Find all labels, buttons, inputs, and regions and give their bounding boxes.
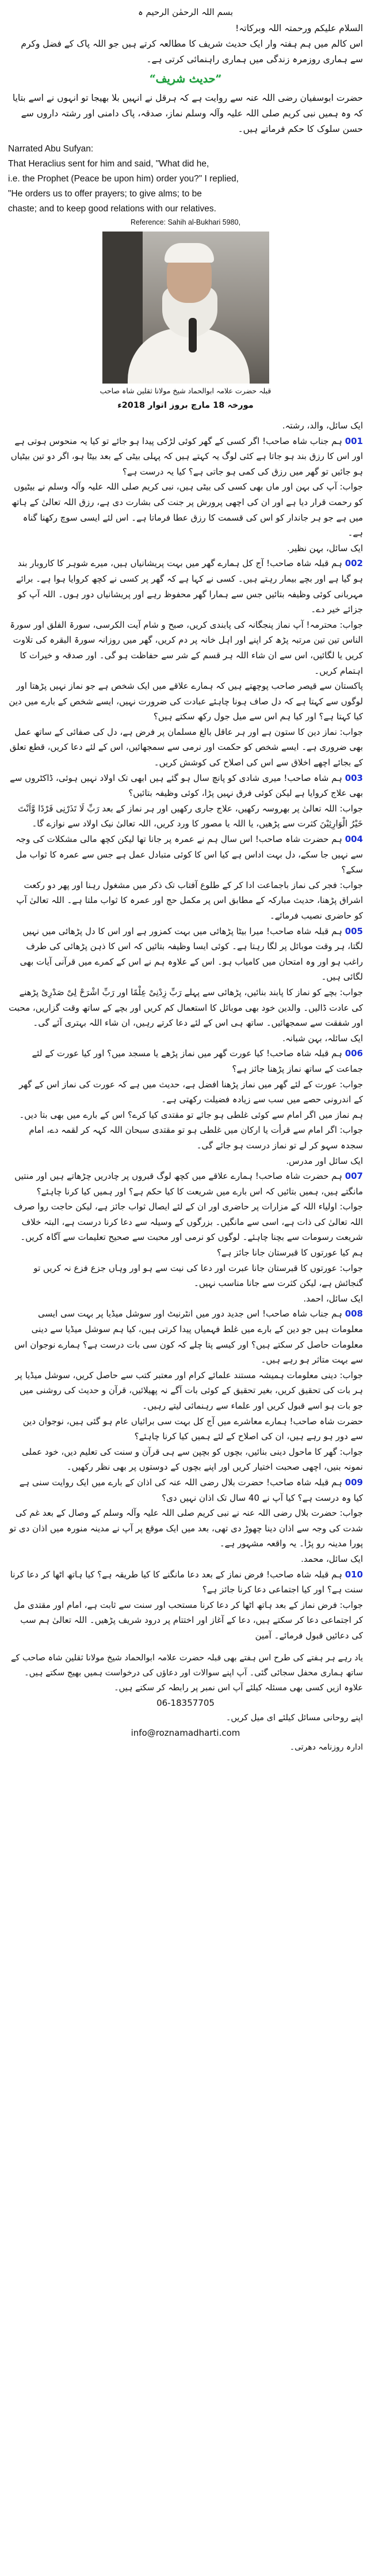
qa-paragraph (8, 1475, 363, 1505)
question-number: 002 (345, 558, 363, 569)
contact-note: علاوہ ازیں کسی بھی مسئلہ کیلئے آپ اس نمبر پر رابطہ کر سکتے ہیں۔ (114, 1683, 363, 1693)
email-address[interactable]: info@roznamadharti.com (131, 1727, 240, 1738)
qa-paragraph (8, 1291, 363, 1307)
qa-paragraph (8, 1077, 363, 1107)
article-date: مورخہ 18 مارچ بروز اتوار 2018ء (117, 401, 254, 410)
qa-text: جواب: گھر کا ماحول دینی بنائیں، بچوں کو بچپن سے ہی قرآن و سنت کی تعلیم دیں، خود عملی نمونہ بنیں، اچھی صحبت اختیار کریں اور اپنے بچوں کے دوستوں پر بھی نظر رکھیں۔ (22, 1446, 363, 1473)
qa-text: ہم قبلہ شاہ صاحب! حضرت بلال رضی اللہ عنہ کی اذان کے بارے میں ایک روایت سنی ہے کیا وہ درست ہے؟ کیا آپ نے 40 سال تک اذان نہیں دی؟ (19, 1477, 363, 1503)
hadith-english-text (8, 142, 363, 217)
qa-paragraph (8, 678, 363, 724)
email-note: اپنے روحانی مسائل کیلئے ای میل کریں۔ (225, 1713, 363, 1723)
qa-paragraph (8, 1199, 363, 1245)
qa-text: ایک سائلہ، بہن شبانہ. (282, 1033, 363, 1044)
qa-text: ہم قبلہ شاہ صاحب! میرا بیٹا پڑھائی میں بہت کمزور ہے اور اس کا دل پڑھائی میں نہیں لگتا، ہر وقت موبائل پر لگا رہتا ہے۔ کوئی ایسا وظیفہ بتائیں کہ اس کا ذہن پڑھائی کی طرف راغب ہو اور وہ امتحان میں کامیاب ہو۔ اس کے علاوہ ہم نے اس کے کمرے میں قرآنی آیات بھی لگائی ہیں۔ (20, 925, 363, 982)
footer-credit: ادارہ روزنامہ دھرتی۔ (289, 1742, 363, 1752)
hadith-english-line: Narrated Abu Sufyan: (8, 144, 94, 154)
qa-text: ہم جناب شاہ صاحب! اگر کسی کے گھر کوئی لڑکی پیدا ہو جائے تو کیا یہ منحوس ہوتی ہے اور اس کا رزق بند ہو جاتا ہے کئی لوگ یہ کہتے ہیں کہ پہلی بیٹی کے بعد بیٹا ہو، اگر دو تین بیٹیاں ہو جائیں تو گھر میں رزق کی کمی ہو جاتی ہے؟ کیا یہ درست ہے؟ (10, 435, 363, 477)
qa-text: جواب: محترمہ! آپ نماز پنجگانہ کی پابندی کریں، صبح و شام آیت الکرسی، سورۃ الفلق اور سورۃ الناس تین تین مرتبہ پڑھ کر اپنے اور اہل خانہ پر دم کریں، گھر میں روزانہ سورۃ البقرہ کی تلاوت کریں یا لگائیں، اس سے ان شاء اللہ ہر قسم کے شر سے حفاظت ہو گی۔ اور صدقہ و خیرات کا اہتمام کریں۔ (10, 619, 363, 676)
qa-paragraph (8, 1031, 363, 1046)
qa-paragraph (8, 556, 363, 617)
qa-paragraph (8, 1567, 363, 1598)
qa-text: جواب: اللہ تعالیٰ پر بھروسہ رکھیں، علاج جاری رکھیں اور ہر نماز کے بعد رَبِّ لَا تَذَرْنِی فَرْدًا وَّاَنْتَ خَیْرُ الْوَارِثِیْنَ کثرت سے پڑھیں، یا اللہ یا مصور کا ورد کریں، اللہ تعالیٰ نیک اولاد سے نوازے گا۔ (18, 803, 363, 829)
qa-text: جواب: اگر امام سے قرأت یا ارکان میں غلطی ہو تو مقتدی سبحان اللہ کہہ کر لقمہ دے، امام سجدہ سہو کر لے تو نماز درست ہو جائے گی۔ (29, 1125, 363, 1151)
question-number: 008 (345, 1308, 363, 1319)
qa-paragraph (8, 832, 363, 878)
hadith-heading (8, 67, 363, 90)
qa-text: جواب: عورت کے لئے گھر میں نماز پڑھنا افضل ہے، حدیث میں ہے کہ عورت کی نماز اس کے گھر کے اندرونی حصے میں سب سے زیادہ فضیلت رکھتی ہے۔ (18, 1079, 363, 1105)
qa-paragraph (8, 1598, 363, 1644)
qa-text: ہم حضرت شاہ صاحب! ہمارے علاقے میں کچھ لوگ قبروں پر چادریں چڑھاتے ہیں اور منتیں مانگتے ہیں، ہمیں بتائیں کہ اس بارے میں شریعت کا کیا حکم ہے؟ اور ہمیں کیا کرنا چاہئے؟ (14, 1171, 363, 1197)
scholar-photo-container (8, 232, 363, 384)
qa-paragraph (8, 924, 363, 985)
qa-text: جواب: نماز دین کا ستون ہے اور ہر عاقل بالغ مسلمان پر فرض ہے، دل کی صفائی کے ساتھ عمل بھی ضروری ہے۔ ایسے شخص کو حکمت اور نرمی سے سمجھائیں، اس کے لئے دعا کریں، قطع تعلق کے بجائے اچھے اخلاق سے اس کی اصلاح کی کوشش کریں۔ (9, 726, 363, 768)
hadith-urdu-text: حضرت ابوسفیان رضی اللہ عنہ سے روایت ہے کہ ہرقل نے انہیں بلا بھیجا تو انہوں نے اسے بتایا کہ وہ ہمیں نبی کریم صلی اللہ علیہ وآلہ وسلم نماز، صدقہ، پاک دامنی اور رشتہ داروں سے حسن سلوک کا حکم فرماتے ہیں۔ (12, 93, 363, 134)
hadith-english-line: i.e. the Prophet (Peace be upon him) order you?" I replied, (8, 174, 239, 184)
hadith-english-line: That Heraclius sent for him and said, "What did he, (8, 159, 209, 169)
question-number: 009 (345, 1477, 363, 1488)
qa-text: جواب: عورتوں کا قبرستان جانا عبرت اور دعا کی نیت سے ہو اور وہاں جزع فزع نہ کریں تو گنجائش ہے، لیکن کثرت سے جانا مناسب نہیں۔ (33, 1262, 363, 1289)
qa-text: حضرت شاہ صاحب! ہمارے معاشرے میں آج کل بہت سی برائیاں عام ہو گئی ہیں، نوجوان دین سے دور ہو رہے ہیں، ان کی اصلاح کے لئے ہمیں کیا کرنا چاہئے؟ (22, 1416, 363, 1442)
qa-text: ایک سائل، بہن نظیر. (286, 542, 363, 553)
qa-paragraph (8, 1368, 363, 1414)
question-number: 006 (345, 1048, 363, 1059)
qa-paragraph (8, 1154, 363, 1169)
qa-paragraph (8, 541, 363, 556)
qa-text: ہم شاہ صاحب! میری شادی کو پانچ سال ہو گئے ہیں ابھی تک اولاد نہیں ہوئی، ڈاکٹروں سے بھی علاج کروایا ہے لیکن کوئی فرق نہیں پڑا، کوئی وظیفہ بتائیں؟ (10, 772, 363, 799)
hadith-english-line: chaste; and to keep good relations with our relatives. (8, 204, 216, 214)
qa-paragraph (8, 1551, 363, 1567)
qa-paragraph (8, 1505, 363, 1551)
qa-paragraph (8, 801, 363, 832)
scholar-photo (102, 232, 269, 384)
qa-text: ہم قبلہ شاہ صاحب! کیا عورت گھر میں نماز پڑھے یا مسجد میں؟ اور کیا عورت کے لئے جماعت کے ساتھ نماز پڑھنا جائز ہے؟ (32, 1048, 363, 1074)
hadith-title: ”حدیث شریف“ (149, 73, 222, 85)
qa-text: ہم قبلہ شاہ صاحب! آج کل ہمارے گھر میں بہت پریشانیاں ہیں، میرے شوہر کا کاروبار بند ہو گیا ہے اور بچے بیمار رہتے ہیں۔ کسی نے کہا ہے کہ گھر پر کسی نے کچھ کروایا ہوا ہے۔ برائے مہربانی کوئی وظیفہ بتائیں جس سے ہمارا گھر محفوظ رہے اور پریشانیاں دور ہوں۔ اللہ آپ کو جزائے خیر دے۔ (16, 558, 363, 615)
qa-paragraph (8, 1414, 363, 1444)
qa-paragraph (8, 434, 363, 480)
qa-text: جواب: دینی معلومات ہمیشہ مستند علمائے کرام اور معتبر کتب سے حاصل کریں، سوشل میڈیا پر ہر بات کی تحقیق کریں، بغیر تحقیق کے کوئی بات آگے نہ پھیلائیں، قرآن و حدیث کی روشنی میں جو بات ہو اسے قبول کریں اور علماء سے رہنمائی لیتے رہیں۔ (15, 1369, 363, 1411)
closing-paragraph: یاد رہے ہر ہفتے کی طرح اس ہفتے بھی قبلہ حضرت علامہ ابوالحماد شیخ مولانا ثقلین شاہ صاحب کے ساتھ ہماری محفل سجائی گئی۔ آپ اپنے سوالات اور دعاؤں کی درخواست ہمیں بھیج سکتے ہیں۔ (10, 1653, 363, 1678)
qa-paragraph (8, 878, 363, 924)
qa-text: ایک سائل، محمد. (301, 1553, 363, 1564)
qa-paragraph (8, 479, 363, 540)
qa-text: جواب: بچے کو نماز کا پابند بنائیں، پڑھائی سے پہلے رَبِّ زِدْنِیْ عِلْمًا اور رَبِّ اشْرَحْ لِیْ صَدْرِیْ پڑھنے کی عادت ڈالیں۔ والدین خود بھی موبائل کا استعمال کم کریں اور بچے کے ساتھ وقت گزاریں، محبت اور شفقت سے سمجھائیں۔ ساتھ ہی اس کے لئے دعا کرتے رہیں، ان شاء اللہ بہتری آئے گی۔ (9, 987, 363, 1029)
photo-caption: قبلہ حضرت علامہ ابوالحماد شیخ مولانا ثقلین شاہ صاحب (100, 386, 271, 395)
qa-paragraph (8, 1122, 363, 1153)
qa-text: پاکستان سے قیصر صاحب پوچھتے ہیں کہ ہمارے علاقے میں ایک شخص ہے جو نماز نہیں پڑھتا اور لوگوں سے کہتا ہے کہ دل صاف ہونا چاہئے عبادت کی ضرورت نہیں، ایسے شخص کے بارے میں دین کیا کہتا ہے؟ اور کیا ہم اس سے میل جول رکھ سکتے ہیں؟ (9, 681, 363, 722)
qa-text: ایک سائل اور مدرس. (286, 1155, 363, 1166)
qa-text: جواب: آپ کی بہن اور ماں بھی کسی کی بیٹی ہیں، نبی کریم صلی اللہ علیہ وآلہ وسلم نے بیٹیوں کو رحمت قرار دیا ہے اور ان کی اچھی پرورش پر جنت کی بشارت دی ہے، رزق اللہ تعالیٰ کے ہاتھ میں ہے جو ہر جاندار کو اس کی قسمت کا رزق عطا فرماتا ہے۔ اس لئے ایسی سوچ رکھنا گناہ ہے۔ (11, 481, 363, 538)
qa-text: ہم کیا عورتوں کا قبرستان جانا جائز ہے؟ (216, 1247, 363, 1258)
qa-text: ہم قبلہ شاہ صاحب! فرض نماز کے بعد دعا مانگنے کا کیا طریقہ ہے؟ کیا ہاتھ اٹھا کر دعا کرنا سنت ہے؟ اور کیا اجتماعی دعا کرنا جائز ہے؟ (10, 1569, 363, 1595)
question-number: 005 (345, 925, 363, 936)
phone-number: 06-18357705 (156, 1697, 215, 1708)
qa-text: جواب: فجر کی نماز باجماعت ادا کر کے طلوع آفتاب تک ذکر میں مشغول رہنا اور پھر دو رکعت اشراق پڑھنا، حدیث مبارکہ کے مطابق اس پر مکمل حج اور عمرہ کا ثواب ملتا ہے۔ اللہ تعالیٰ آپ کو حاضری نصیب فرمائے۔ (16, 879, 363, 921)
qa-text: جواب: اولیاء اللہ کے مزارات پر حاضری اور ان کے لئے ایصال ثواب جائز ہے، لیکن حاجت روا صرف اللہ تعالیٰ کی ذات ہے، اسی سے مانگیں۔ بزرگوں کے وسیلہ سے دعا کرنا درست ہے، البتہ خلاف شریعت رسومات سے بچنا چاہئے۔ لوگوں کو نرمی اور محبت سے صحیح تعلیمات سے آگاہ کریں۔ (13, 1201, 363, 1243)
qa-paragraph (8, 1046, 363, 1076)
question-number: 004 (345, 834, 363, 845)
qa-paragraph (8, 771, 363, 801)
hadith-reference: Reference: Sahih al-Bukhari 5980, (130, 218, 241, 226)
qa-paragraph (8, 1245, 363, 1261)
hadith-english-line: "He orders us to offer prayers; to give alms; to be (8, 189, 202, 199)
qa-list (8, 434, 363, 1644)
qa-text: ہم جناب شاہ صاحب! اس جدید دور میں انٹرنیٹ اور سوشل میڈیا پر بہت سی ایسی معلومات ہیں جو دین کے بارے میں غلط فہمیاں پیدا کرتی ہیں، کیا ہم سوشل میڈیا سے دینی معلومات حاصل کر سکتے ہیں؟ اور کیسے پتا چلے کہ کون سی بات درست ہے؟ ہمارے نوجوان اس سے بہت متاثر ہو رہے ہیں۔ (14, 1308, 363, 1365)
qa-paragraph (8, 724, 363, 771)
question-number: 003 (345, 772, 363, 783)
qa-text: جواب: فرض نماز کے بعد ہاتھ اٹھا کر دعا کرنا مستحب اور سنت سے ثابت ہے، امام اور مقتدی مل کر اجتماعی دعا کر سکتے ہیں، دعا کے آغاز اور اختتام پر درود شریف پڑھیں۔ اللہ تعالیٰ ہم سب کی دعائیں قبول فرمائے۔ آمین (13, 1599, 363, 1641)
qa-text: ہم حضرت شاہ صاحب! اس سال ہم نے عمرہ پر جانا تھا لیکن کچھ مالی مشکلات کی وجہ سے نہیں جا سکے، دل بہت اداس ہے کیا اس کا کوئی متبادل عمل ہے جس سے عمرہ کا ثواب مل سکے؟ (16, 834, 363, 875)
section-intro: ایک سائل، والد، رشتہ. (282, 420, 363, 431)
qa-paragraph (8, 617, 363, 678)
qa-paragraph (8, 985, 363, 1031)
question-number: 001 (345, 435, 363, 446)
question-number: 007 (345, 1171, 363, 1182)
qa-text: ایک سائل، احمد. (303, 1293, 363, 1304)
qa-paragraph (8, 1261, 363, 1291)
qa-paragraph (8, 1169, 363, 1199)
bismillah: بسم اللہ الرحمٰن الرحیم ہ (137, 7, 234, 17)
question-number: 010 (345, 1569, 363, 1580)
qa-paragraph (8, 1306, 363, 1367)
qa-paragraph (8, 1107, 363, 1123)
qa-paragraph (8, 1444, 363, 1475)
qa-text: ہم نماز میں اگر امام سے کوئی غلطی ہو جائے تو مقتدی کیا کرے؟ اس کے بارے میں بھی بتا دیں۔ (19, 1109, 363, 1120)
intro-paragraph: اس کالم میں ہم ہفتہ وار ایک حدیث شریف کا مطالعہ کرتے ہیں جو اللہ پاک کے فضل وکرم سے ہماری روزمرہ زندگی میں ہماری راہنمائی کرتی ہے۔ (21, 39, 363, 65)
qa-text: جواب: حضرت بلال رضی اللہ عنہ نے نبی کریم صلی اللہ علیہ وآلہ وسلم کے وصال کے بعد غم کی شدت کی وجہ سے اذان دینا چھوڑ دی تھی، بعد میں ایک موقع پر آپ نے مدینہ منورہ میں اذان دی تو پورا مدینہ رو پڑا۔ یہ واقعہ مشہور ہے۔ (9, 1508, 363, 1549)
greeting: السلام علیکم ورحمتہ اللہ وبرکاتہ! (235, 23, 363, 33)
